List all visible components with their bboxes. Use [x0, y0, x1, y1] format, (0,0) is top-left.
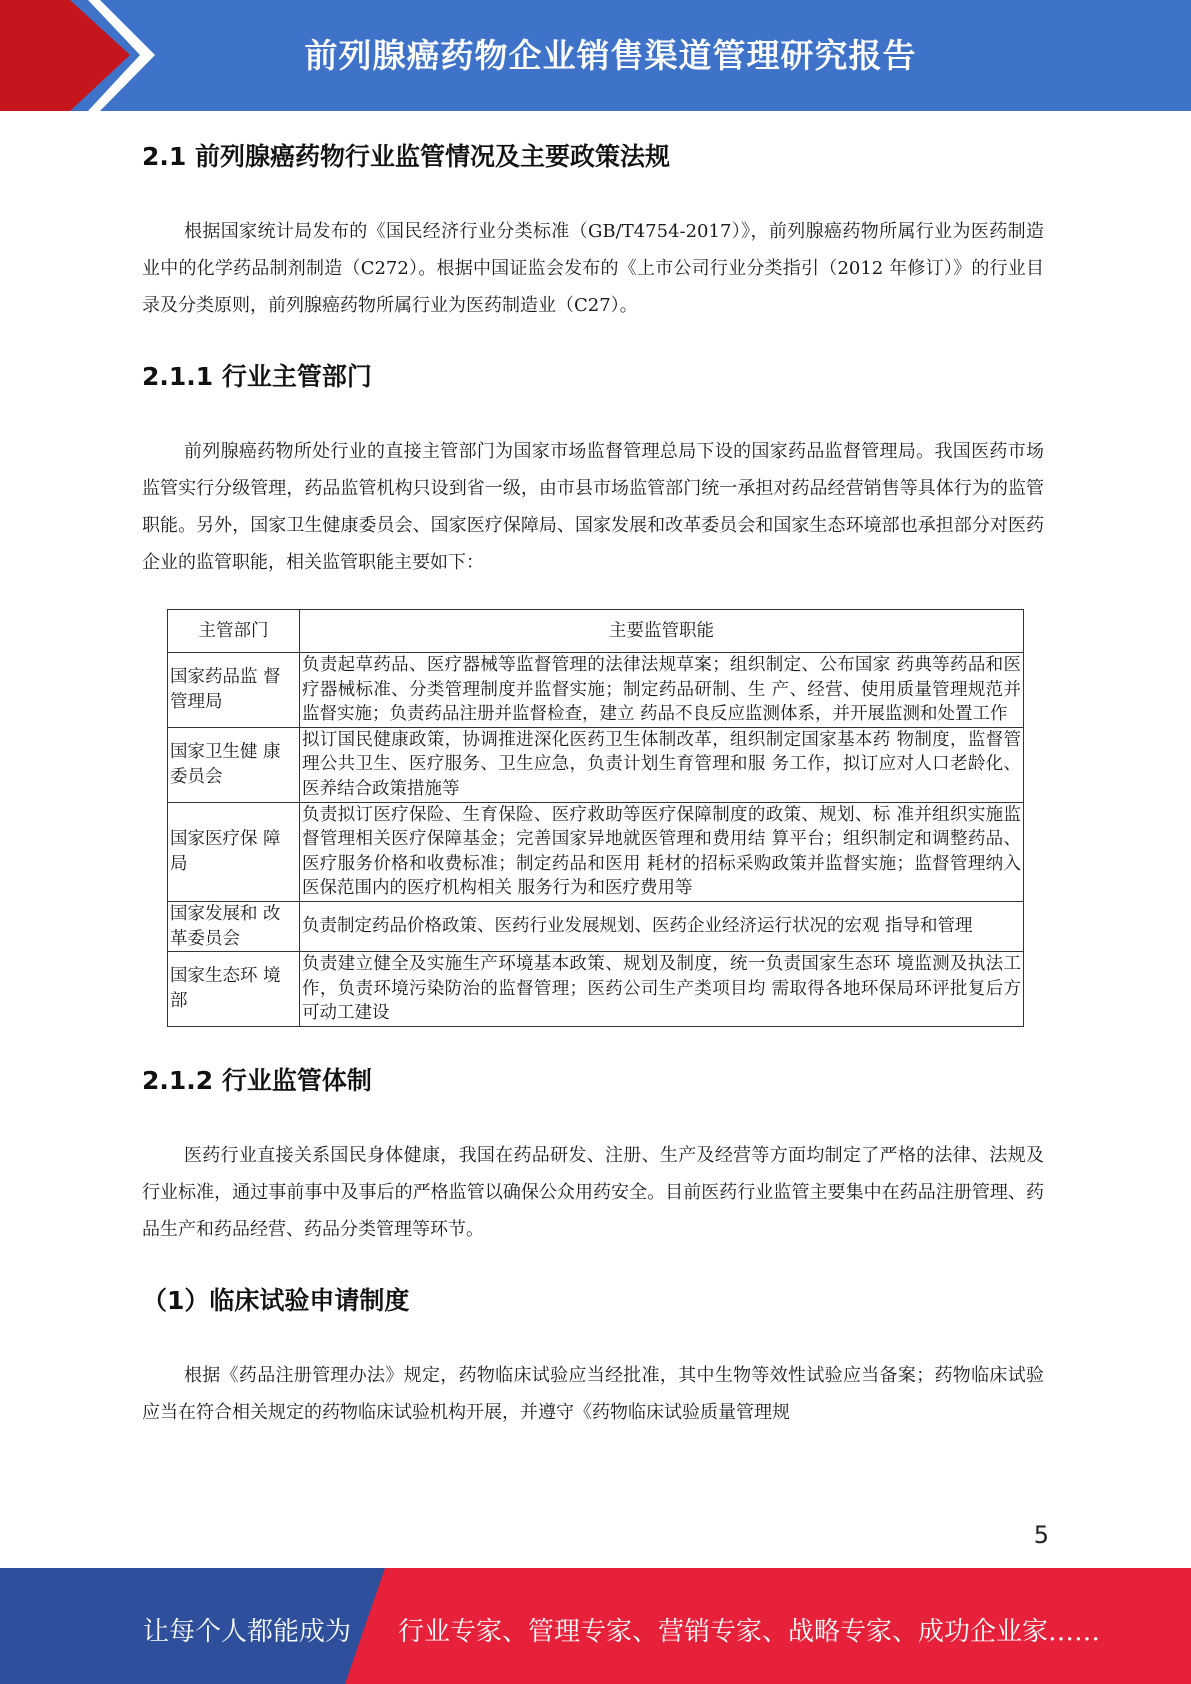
table-header-duty: 主要监管职能 [300, 610, 1024, 653]
section-2-1-2-title: 2.1.2 行业监管体制 [142, 1065, 372, 1095]
section-2-1-title: 2.1 前列腺癌药物行业监管情况及主要政策法规 [142, 142, 670, 171]
section-2-1-1-title: 2.1.1 行业主管部门 [142, 362, 372, 391]
dept-cell: 国家发展和 改革委员会 [168, 901, 300, 951]
table-header-row [168, 610, 1024, 653]
dept-cell: 国家卫生健 康委员会 [168, 727, 300, 802]
duty-cell: 负责拟订医疗保险、生育保险、医疗救助等医疗保障制度的政策、规划、标 准并组织实施监督管理相关医疗保障基金；完善国家异地就医管理和费用结 算平台；组织制定和调整药品、医疗服务价格和收费标准；制定药品和医用 耗材的招标采购政策并监督实施；监督管理纳入医保范围内的医疗机构相关 服务行为和医疗费用等 [300, 802, 1024, 901]
regulator-table [167, 609, 1024, 1027]
main-content [142, 125, 1044, 1431]
table-row [168, 653, 1024, 728]
section-2-1-paragraph: 根据国家统计局发布的《国民经济行业分类标准（GB/T4754-2017）》，前列腺癌药物所属行业为医药制造业中的化学药品制剂制造（C272）。根据中国证监会发布的《上市公司行业分类指引（2012 年修订）》的行业目录及分类原则，前列腺癌药物所属行业为医药制造业（C27）。 [142, 221, 1044, 316]
table-row [168, 952, 1024, 1027]
duty-cell: 负责建立健全及实施生产环境基本政策、规划及制度，统一负责国家生态环 境监测及执法工作，负责环境污染防治的监督管理；医药公司生产类项目均 需取得各地环保局环评批复后方可动工建设 [300, 952, 1024, 1027]
dept-cell: 国家药品监 督管理局 [168, 653, 300, 728]
table-row [168, 727, 1024, 802]
dept-cell: 国家生态环 境部 [168, 952, 300, 1027]
dept-cell: 国家医疗保 障局 [168, 802, 300, 901]
table-header-dept: 主管部门 [168, 610, 300, 653]
section-2-1-1-paragraph: 前列腺癌药物所处行业的直接主管部门为国家市场监督管理总局下设的国家药品监督管理局。我国医药市场监管实行分级管理，药品监管机构只设到省一级，由市县市场监管部门统一承担对药品经营销售等具体行为的监管职能。另外，国家卫生健康委员会、国家医疗保障局、国家发展和改革委员会和国家生态环境部也承担部分对医药企业的监管职能，相关监管职能主要如下： [142, 441, 1044, 573]
page-header [0, 0, 1191, 111]
footer-slogan-right: 行业专家、管理专家、营销专家、战略专家、成功企业家…… [398, 1617, 1101, 1647]
subsection-1-title: （1）临床试验申请制度 [142, 1285, 410, 1315]
duty-cell: 负责制定药品价格政策、医药行业发展规划、医药企业经济运行状况的宏观 指导和管理 [300, 901, 1024, 951]
section-2-1-2-paragraph: 医药行业直接关系国民身体健康，我国在药品研发、注册、生产及经营等方面均制定了严格的法律、法规及行业标准，通过事前事中及事后的严格监管以确保公众用药安全。目前医药行业监管主要集中在药品注册管理、药品生产和药品经营、药品分类管理等环节。 [142, 1144, 1044, 1240]
subsection-1-paragraph: 根据《药品注册管理办法》规定，药物临床试验应当经批准，其中生物等效性试验应当备案；药物临床试验应当在符合相关规定的药物临床试验机构开展，并遵守《药物临床试验质量管理规 [142, 1364, 1044, 1423]
table-row [168, 802, 1024, 901]
duty-cell: 负责起草药品、医疗器械等监督管理的法律法规草案；组织制定、公布国家 药典等药品和医疗器械标准、分类管理制度并监督实施；制定药品研制、生 产、经营、使用质量管理规范并监督实施；负责药品注册并监督检查，建立 药品不良反应监测体系，并开展监测和处置工作 [300, 653, 1024, 728]
page-footer [0, 1568, 1191, 1684]
footer-slogan-left: 让每个人都能成为 [143, 1617, 352, 1647]
table-row [168, 901, 1024, 951]
page-number: 5 [1033, 1521, 1049, 1549]
report-title: 前列腺癌药物企业销售渠道管理研究报告 [304, 36, 917, 75]
duty-cell: 拟订国民健康政策，协调推进深化医药卫生体制改革，组织制定国家基本药 物制度，监督管理公共卫生、医疗服务、卫生应急，负责计划生育管理和服 务工作，拟订应对人口老龄化、医养结合政策措施等 [300, 727, 1024, 802]
